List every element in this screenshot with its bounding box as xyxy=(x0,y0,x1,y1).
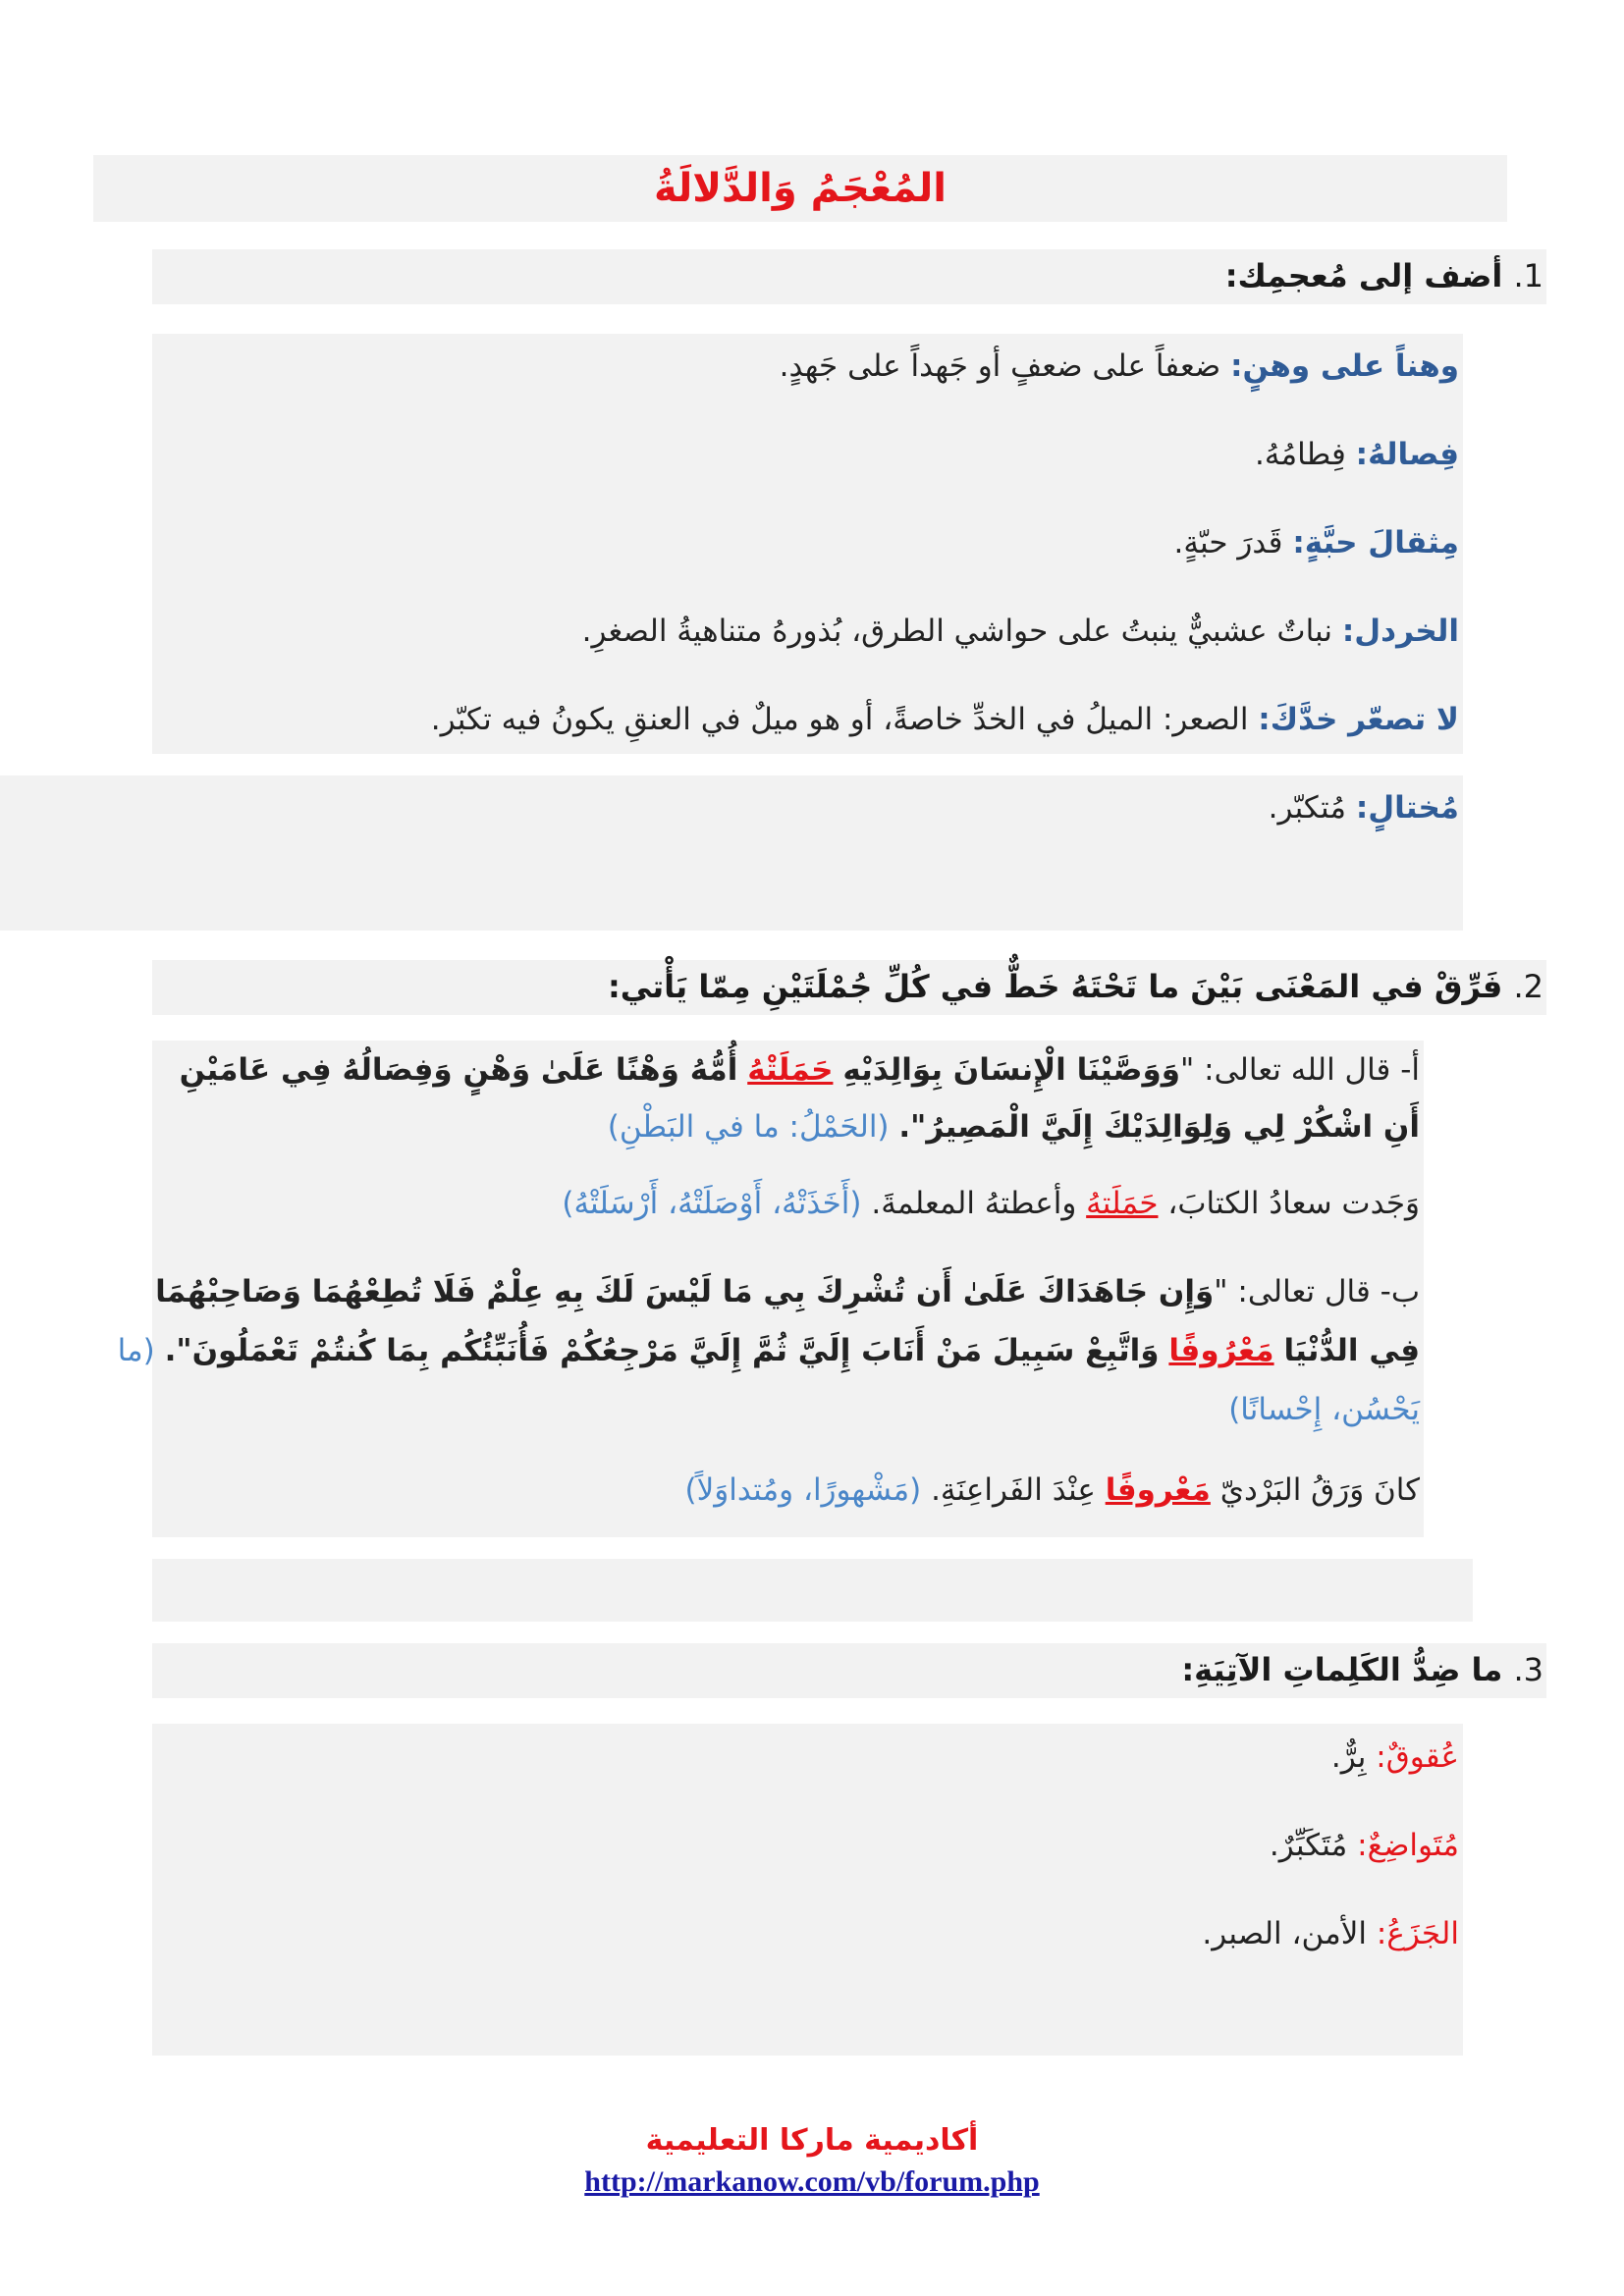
quote-b-verse-line1: وَإِن جَاهَدَاكَ عَلَىٰ أَن تُشْرِكَ بِي مَا لَيْسَ لَكَ بِهِ عِلْمٌ فَلَا تُطِعْهُمَا وَصَاحِبْهُمَا xyxy=(155,1274,1215,1309)
antonym-term: مُتَواضِعٌ: xyxy=(1357,1828,1459,1863)
entry-term: فِصالهُ: xyxy=(1355,437,1459,472)
quote-a-prefix: أ- قال الله تعالى: " xyxy=(1180,1052,1420,1088)
quote-b-prefix: ب- قال تعالى: " xyxy=(1214,1274,1420,1309)
entry-term: الخردل: xyxy=(1341,614,1459,649)
section3-heading xyxy=(1181,1651,1543,1688)
quote-b-verse-line2-before: فِي الدُّنْيَا xyxy=(1283,1333,1420,1368)
list-item xyxy=(431,702,1459,737)
quote-a-verse-part2: أُمُّهُ وَهْنًا عَلَىٰ وَهْنٍ وَفِصَالُهُ فِي عَامَيْنِ xyxy=(179,1052,738,1088)
entry-definition: نباتٌ عشبيٌّ ينبتُ على حواشي الطرق، بُذورهُ متناهيةُ الصغرِ. xyxy=(581,614,1333,649)
section2-number: 2. xyxy=(1513,968,1543,1005)
footer-url-link[interactable]: http://markanow.com/vb/forum.php xyxy=(584,2165,1040,2198)
list-item xyxy=(1269,790,1459,826)
sentence-b2-after: عِنْدَ الفَراعِنَةِ. xyxy=(931,1472,1096,1508)
meaning-note: (مَشْهورًا، ومُتداوَلاً) xyxy=(684,1472,922,1508)
quote-a-close: ". xyxy=(898,1109,927,1145)
quote-a-line1 xyxy=(180,1052,1420,1088)
entry-term: مُختالٍ: xyxy=(1355,790,1459,826)
underlined-word: مَعْروفًا xyxy=(1105,1472,1211,1508)
footer-academy-name: أكاديمية ماركا التعليمية xyxy=(645,2123,979,2158)
meaning-note-part2: يَحْسُن، إِحْسانًا) xyxy=(1228,1392,1420,1427)
list-item xyxy=(1270,1828,1459,1863)
entry-definition: الصعر: الميلُ في الخدِّ خاصةً، أو هو ميلٌ في العنقِ يكونُ فيه تكبّر. xyxy=(430,702,1249,737)
list-item xyxy=(1174,525,1459,561)
quote-a-line2 xyxy=(608,1109,1420,1145)
footer-link-wrapper xyxy=(0,2165,1624,2199)
antonym-answer: مُتَكَبِّرٌ. xyxy=(1269,1828,1348,1863)
entry-term: لا تصعّر خدَّكَ: xyxy=(1258,702,1459,737)
section1-number: 1. xyxy=(1513,257,1543,294)
sentence-b2 xyxy=(685,1472,1420,1508)
entry-definition: قَدرَ حبّةٍ. xyxy=(1173,525,1283,561)
list-item xyxy=(582,614,1459,649)
quote-b-line3 xyxy=(1228,1392,1420,1427)
list-item xyxy=(780,348,1459,384)
section2-heading xyxy=(608,968,1543,1005)
sentence-b2-before: كانَ وَرَقُ البَرْديّ xyxy=(1219,1472,1420,1508)
list-item xyxy=(1202,1916,1459,1951)
quote-b-close: ". xyxy=(164,1333,192,1368)
antonym-answer: الأمن، الصبر. xyxy=(1202,1916,1368,1951)
entry-definition: ضعفاً على ضعفٍ أو جَهداً على جَهدٍ. xyxy=(779,348,1221,384)
entry-definition: فِطامُهُ. xyxy=(1255,437,1346,472)
quote-b-line2 xyxy=(118,1333,1420,1368)
list-item xyxy=(1255,437,1459,472)
underlined-word: حَمَلَتهُ xyxy=(1086,1186,1159,1221)
section1-last-entry-band xyxy=(0,775,1463,931)
quote-a-verse-part1: وَوَصَّيْنَا الْإِنسَانَ بِوَالِدَيْهِ xyxy=(842,1052,1181,1088)
meaning-note: (أَخَذَتْهُ، أَوْصَلَتْهُ، أَرْسَلَتْهُ) xyxy=(562,1186,862,1221)
meaning-note-part1: (ما xyxy=(117,1333,155,1368)
section1-heading xyxy=(1225,257,1543,294)
page-title: المُعْجَمُ وَالدَّلالَةُ xyxy=(93,155,1507,222)
quote-b-line1 xyxy=(155,1274,1420,1309)
section2-heading-text: فَرِّقْ في المَعْنَى بَيْنَ ما تَحْتَهُ خَطٌّ في كُلِّ جُمْلَتَيْنِ مِمّا يَأْتي: xyxy=(607,968,1503,1005)
antonym-term: عُقوقٌ: xyxy=(1376,1739,1459,1775)
section3-number: 3. xyxy=(1513,1651,1543,1688)
sentence-a2 xyxy=(562,1186,1420,1221)
entry-term: وهناً على وهنٍ: xyxy=(1230,348,1459,384)
sentence-a2-before: وَجَدت سعادُ الكتابَ، xyxy=(1167,1186,1420,1221)
entry-term: مِثقالَ حبَّةٍ: xyxy=(1292,525,1459,561)
entry-definition: مُتكبّر. xyxy=(1268,790,1347,826)
quote-b-verse-line2-after: وَاتَّبِعْ سَبِيلَ مَنْ أَنَابَ إِلَيَّ ثُمَّ إِلَيَّ مَرْجِعُكُمْ فَأُنَبِّئُكُم بِمَا كُنتُمْ تَعْمَلُونَ xyxy=(191,1333,1160,1368)
underlined-word: حَمَلَتْهُ xyxy=(747,1052,834,1088)
sentence-a2-after: وأعطتهُ المعلمةَ. xyxy=(871,1186,1077,1221)
list-item xyxy=(1331,1739,1459,1775)
antonym-term: الجَزَعُ: xyxy=(1376,1916,1459,1951)
underlined-word: مَعْرُوفًا xyxy=(1168,1333,1274,1368)
meaning-note: (الحَمْلُ: ما في البَطْنِ) xyxy=(607,1109,890,1145)
section1-heading-text: أضف إلى مُعجمِك: xyxy=(1224,257,1503,294)
section3-content-band xyxy=(152,1724,1463,2056)
quote-a-verse-line2: أَنِ اشْكُرْ لِي وَلِوَالِدَيْكَ إِلَيَّ الْمَصِيرُ xyxy=(926,1109,1420,1145)
section3-heading-text: ما ضِدُّ الكَلِماتِ الآتِيَةِ: xyxy=(1181,1651,1503,1688)
antonym-answer: بِرٌّ. xyxy=(1330,1739,1367,1775)
section2-spacer-band xyxy=(152,1559,1473,1622)
